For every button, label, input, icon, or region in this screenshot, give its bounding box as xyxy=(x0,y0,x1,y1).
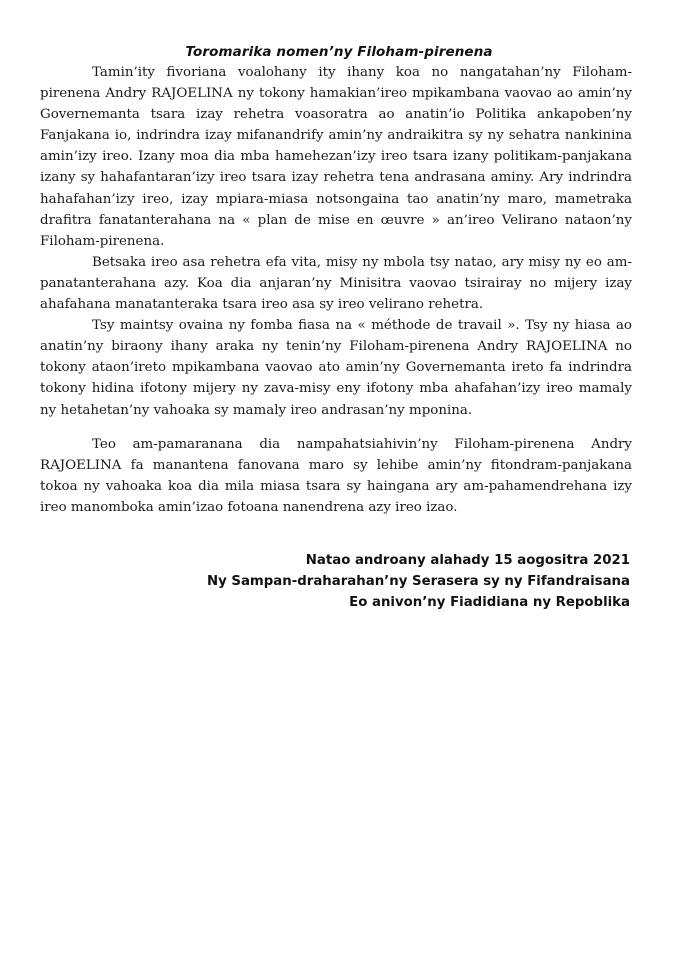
signature-office-line: Eo anivon’ny Fiadidiana ny Repoblika xyxy=(349,595,630,611)
document-title: Toromarika nomen’ny Filoham-pirenena xyxy=(185,44,493,60)
document-body xyxy=(40,62,632,518)
paragraph-1: Tamin’ity fivoriana voalohany ity ihany koa no nangatahan’ny Filoham-pirenena Andry RAJOELINA ny tokony hamakian’ireo mpikambana vaovao ao amin’ny Governemanta tsara izay rehetra voasoratra ao anatin’io Politika ankapoben’ny Fanjakana io, indrindra izay mifanandrify amin’ny andraikitra sy ny sehatra nankinina amin’izy ireo. Izany moa dia mba hamehezan’izy ireo tsara izany politikam-panjakana izany sy hahafantaran’izy ireo tsara izay rehetra tena andrasana aminy. Ary indrindra hahafahan’izy ireo, izay mpiara-miasa notsongaina tao anatin’ny maro, mametraka drafitra fanatanterahana na « plan de mise en œuvre » an’ireo Velirano nataon’ny Filoham-pirenena. xyxy=(40,65,632,249)
paragraph-4: Teo am-pamaranana dia nampahatsiahivin’ny Filoham-pirenena Andry RAJOELINA fa manantena fanovana maro sy lehibe amin’ny fitondram-panjakana tokoa ny vahoaka koa dia mila miasa tsara sy haingana ary am-pahamendrehana izy ireo manomboka amin’izao fotoana nanendrena azy ireo izao. xyxy=(40,436,632,515)
signature-block xyxy=(207,550,630,614)
signature-date-line: Natao androany alahady 15 aogositra 2021 xyxy=(305,553,630,568)
signature-department-line: Ny Sampan-draharahan’ny Serasera sy ny Fifandraisana xyxy=(206,574,630,590)
paragraph-3: Tsy maintsy ovaina ny fomba fiasa na « méthode de travail ». Tsy ny hiasa ao anatin’ny biraony ihany araka ny tenin’ny Filoham-pirenena Andry RAJOELINA no tokony ataon’ireto mpikambana vaovao ato amin’ny Governemanta ireto fa indrindra tokony hidina ifotony mijery ny zava-misy eny ifotony mba ahafahan’izy ireo mamaly ny hetahetan’ny vahoaka sy mamaly ireo andrasan’ny mponina. xyxy=(40,318,632,418)
paragraph-2: Betsaka ireo asa rehetra efa vita, misy ny mbola tsy natao, ary misy ny eo am-panatanterahana azy. Koa dia anjaran’ny Minisitra vaovao tsirairay no mijery izay ahafahana manatanteraka tsara ireo asa sy ireo velirano rehetra. xyxy=(40,254,632,313)
